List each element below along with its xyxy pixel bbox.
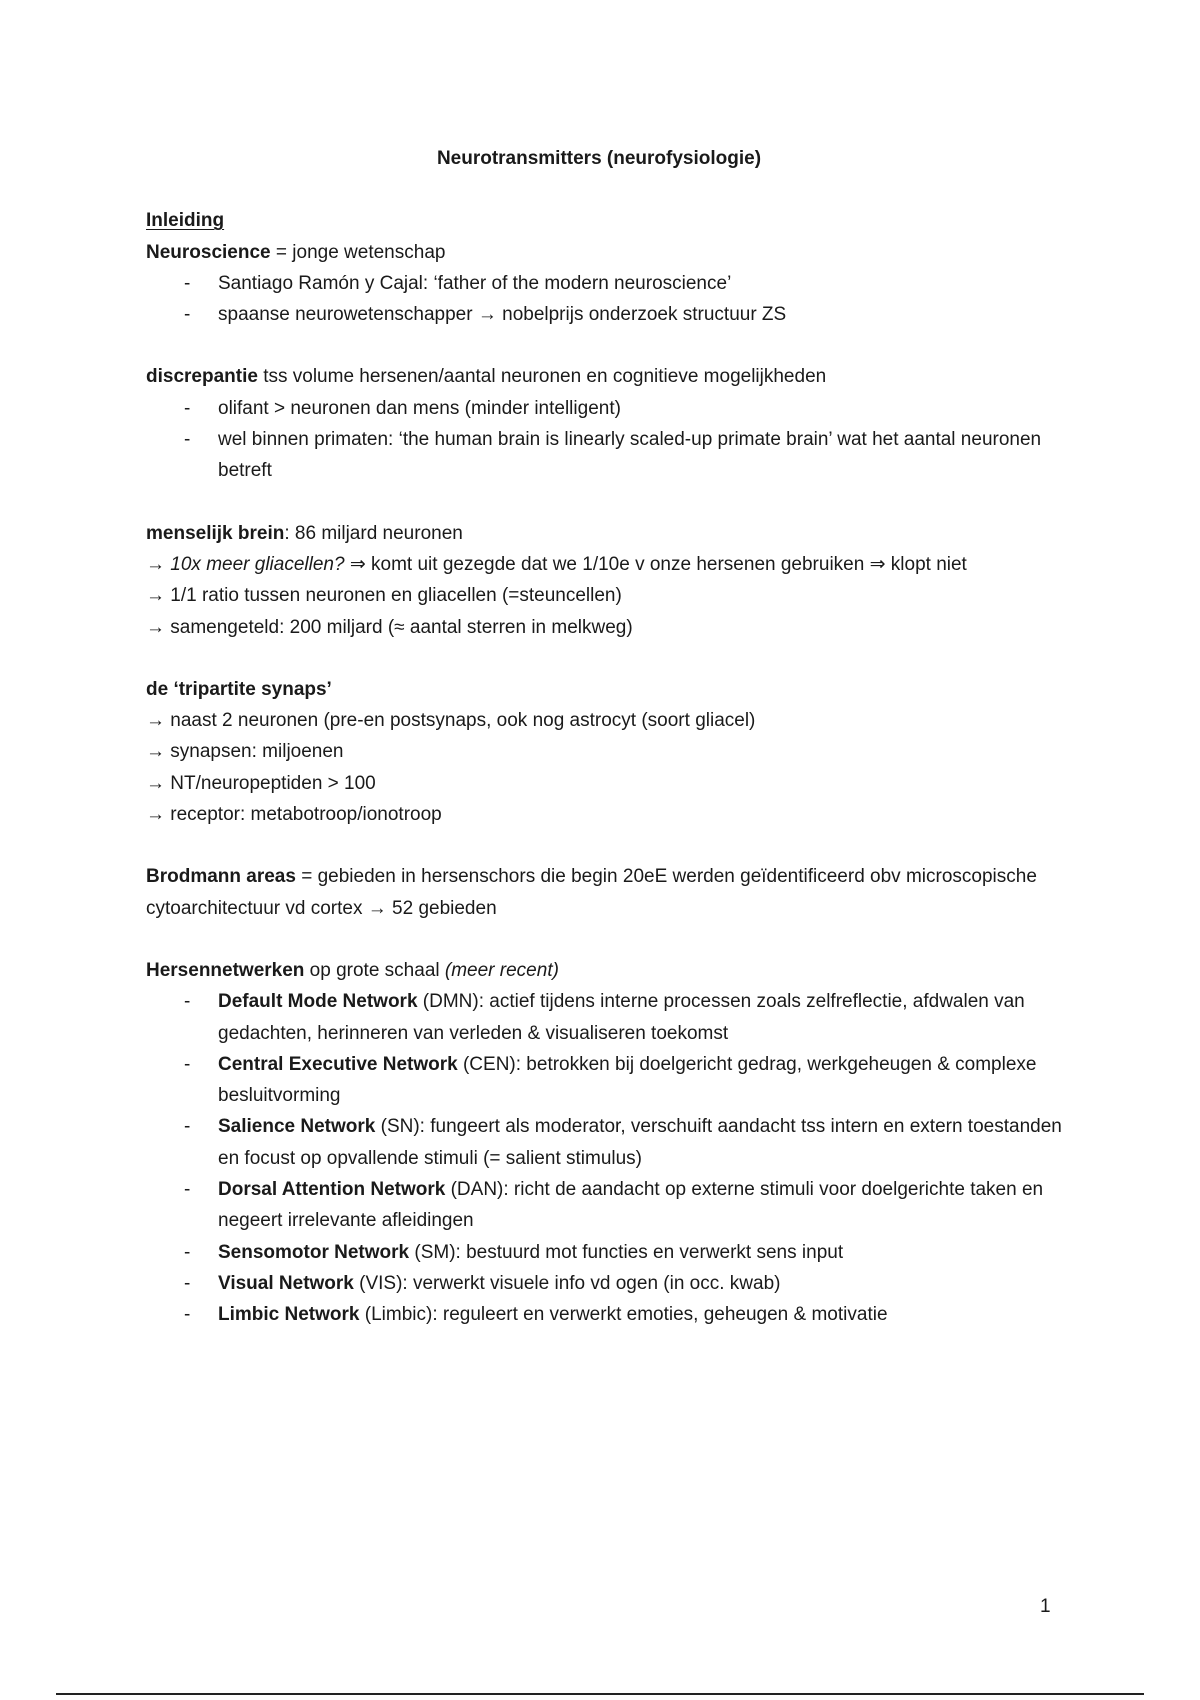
term-neuroscience: Neuroscience [146, 241, 271, 263]
paragraph-tripartite-synaps [146, 674, 1066, 705]
list-item: - Sensomotor Network (SM): bestuurd mot functies en verwerkt sens input [184, 1241, 844, 1263]
list-item: - Central Executive Network (CEN): betrokken bij doelgericht gedrag, werkgeheugen & complexe besluitvorming [184, 1053, 1037, 1107]
paragraph-brodmann: Brodmann areas = gebieden in hersenschors die begin 20eE werden geïdentificeerd obv microscopische cytoarchitectuur vd cortex → 52 gebieden [146, 866, 1037, 919]
list-item: - Salience Network (SN): fungeert als moderator, verschuift aandacht tss intern en extern toestanden en focust op opvallende stimuli (= salient stimulus) [184, 1116, 1062, 1169]
footer-divider [56, 1693, 1144, 1695]
list-item: - wel binnen primaten: ‘the human brain is linearly scaled-up primate brain’ wat het aantal neuronen betreft [184, 429, 1042, 482]
paragraph-menselijk-brein: menselijk brein: 86 miljard neuronen [146, 522, 463, 544]
paragraph-discrepantie: discrepantie tss volume hersenen/aantal neuronen en cognitieve mogelijkheden [146, 366, 827, 388]
list-item: - Default Mode Network (DMN): actief tijdens interne processen zoals zelfreflectie, afdwalen van gedachten, herinneren van verleden & visualiseren toekomst [184, 991, 1025, 1044]
synapse-line: → receptor: metabotroop/ionotroop [146, 804, 442, 826]
discrepancy-bullet-list [146, 393, 1066, 487]
paragraph-neuroscience: Neuroscience = jonge wetenschap [146, 241, 446, 263]
paragraph-hersennetwerken: Hersennetwerken op grote schaal (meer recent) [146, 959, 559, 981]
list-item: - olifant > neuronen dan mens (minder intelligent) [184, 397, 621, 419]
list-item: - spaanse neurowetenschapper → nobelprijs onderzoek structuur ZS [184, 304, 787, 326]
synapse-line: → naast 2 neuronen (pre-en postsynaps, ook nog astrocyt (soort gliacel) [146, 710, 756, 732]
term-discrepantie: discrepantie [146, 366, 258, 388]
intro-bullet-list [146, 268, 1066, 331]
list-item: - Santiago Ramón y Cajal: ‘father of the modern neuroscience’ [184, 272, 732, 294]
list-item: - Limbic Network (Limbic): reguleert en verwerkt emoties, geheugen & motivatie [184, 1304, 888, 1326]
section-heading-inleiding: Inleiding [146, 210, 225, 232]
synapse-line: → NT/neuropeptiden > 100 [146, 772, 376, 794]
list-item: - Dorsal Attention Network (DAN): richt de aandacht op externe stimuli voor doelgerichte taken en negeert irrelevante afleidingen [184, 1179, 1044, 1232]
brain-line-ratio: → 1/1 ratio tussen neuronen en gliacellen (=steuncellen) [146, 585, 622, 607]
term-brodmann-areas: Brodmann areas [146, 866, 296, 888]
brain-line-gliacellen: → 10x meer gliacellen? ⇒ komt uit gezegde dat we 1/10e v onze hersenen gebruiken ⇒ klopt niet [146, 553, 967, 575]
document-body [146, 143, 1066, 1331]
term-hersennetwerken: Hersennetwerken [146, 959, 305, 981]
list-item: - Visual Network (VIS): verwerkt visuele info vd ogen (in occ. kwab) [184, 1272, 781, 1294]
page-number: 1 [1040, 1596, 1051, 1617]
document-title: Neurotransmitters (neurofysiologie) [436, 148, 762, 169]
brain-line-samengeteld: → samengeteld: 200 miljard (≈ aantal sterren in melkweg) [146, 616, 633, 638]
synapse-line: → synapsen: miljoenen [146, 741, 344, 763]
networks-bullet-list [146, 986, 1066, 1330]
term-tripartite-synaps: de ‘tripartite synaps’ [146, 678, 332, 700]
term-menselijk-brein: menselijk brein [146, 522, 285, 544]
